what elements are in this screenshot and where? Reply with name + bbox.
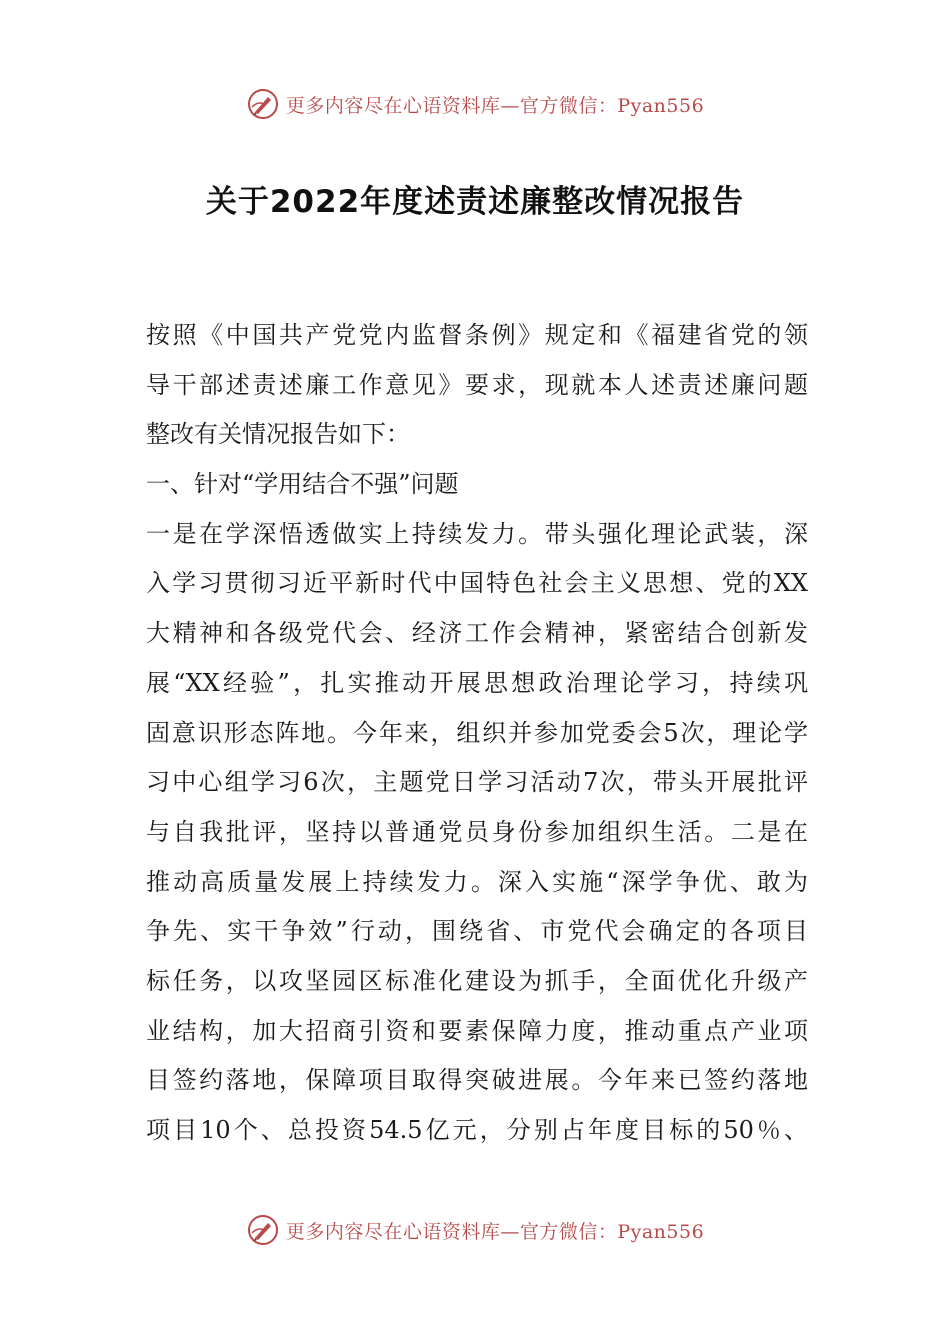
watermark-text: 更多内容尽在心语资料库—官方微信：Pyan556 [285, 94, 705, 117]
text-line: 目签约落地，保障项目取得突破进展。今年来已签约落地 [146, 1066, 808, 1095]
text-line: 大精神和各级党代会、经济工作会精神，紧密结合创新发 [146, 619, 808, 648]
text-line: 一、针对“学用结合不强”问题 [146, 470, 459, 499]
header-watermark [0, 84, 950, 124]
text-line: 导干部述责述廉工作意见》要求，现就本人述责述廉问题 [146, 370, 808, 399]
text-line: 入学习贯彻习近平新时代中国特色社会主义思想、党的XX [146, 569, 808, 598]
text-line: 业结构，加大招商引资和要素保障力度，推动重点产业项 [146, 1016, 808, 1045]
text-line: 争先、实干争效”行动，围绕省、市党代会确定的各项目 [146, 917, 808, 946]
section-heading [146, 460, 808, 510]
pen-logo-icon [246, 87, 280, 121]
watermark-text: 更多内容尽在心语资料库—官方微信：Pyan556 [285, 1220, 705, 1243]
text-line: 项目10个、总投资54.5亿元，分别占年度目标的50％、 [146, 1116, 808, 1144]
text-line: 固意识形态阵地。今年来，组织并参加党委会5次，理论学 [146, 718, 808, 747]
pen-logo-icon [246, 1213, 280, 1247]
text-line: 整改有关情况报告如下： [146, 420, 410, 449]
text-line: 习中心组学习6次，主题党日学习活动7次，带头开展批评 [146, 768, 808, 797]
text-line: 标任务，以攻坚园区标准化建设为抓手，全面优化升级产 [146, 966, 808, 995]
text-line: 一是在学深悟透做实上持续发力。带头强化理论武装，深 [146, 519, 808, 548]
text-line: 与自我批评，坚持以普通党员身份参加组织生活。二是在 [146, 817, 808, 846]
document-body [146, 311, 808, 1156]
text-line: 推动高质量发展上持续发力。深入实施“深学争优、敢为 [146, 867, 808, 896]
text-line: 展“XX经验”，扎实推动开展思想政治理论学习，持续巩 [146, 668, 808, 697]
footer-watermark [0, 1210, 950, 1250]
paragraph-intro [146, 311, 808, 460]
document-title: 关于2022年度述责述廉整改情况报告 [205, 184, 745, 220]
paragraph-body [146, 510, 808, 1156]
text-line: 按照《中国共产党党内监督条例》规定和《福建省党的领 [146, 321, 808, 349]
